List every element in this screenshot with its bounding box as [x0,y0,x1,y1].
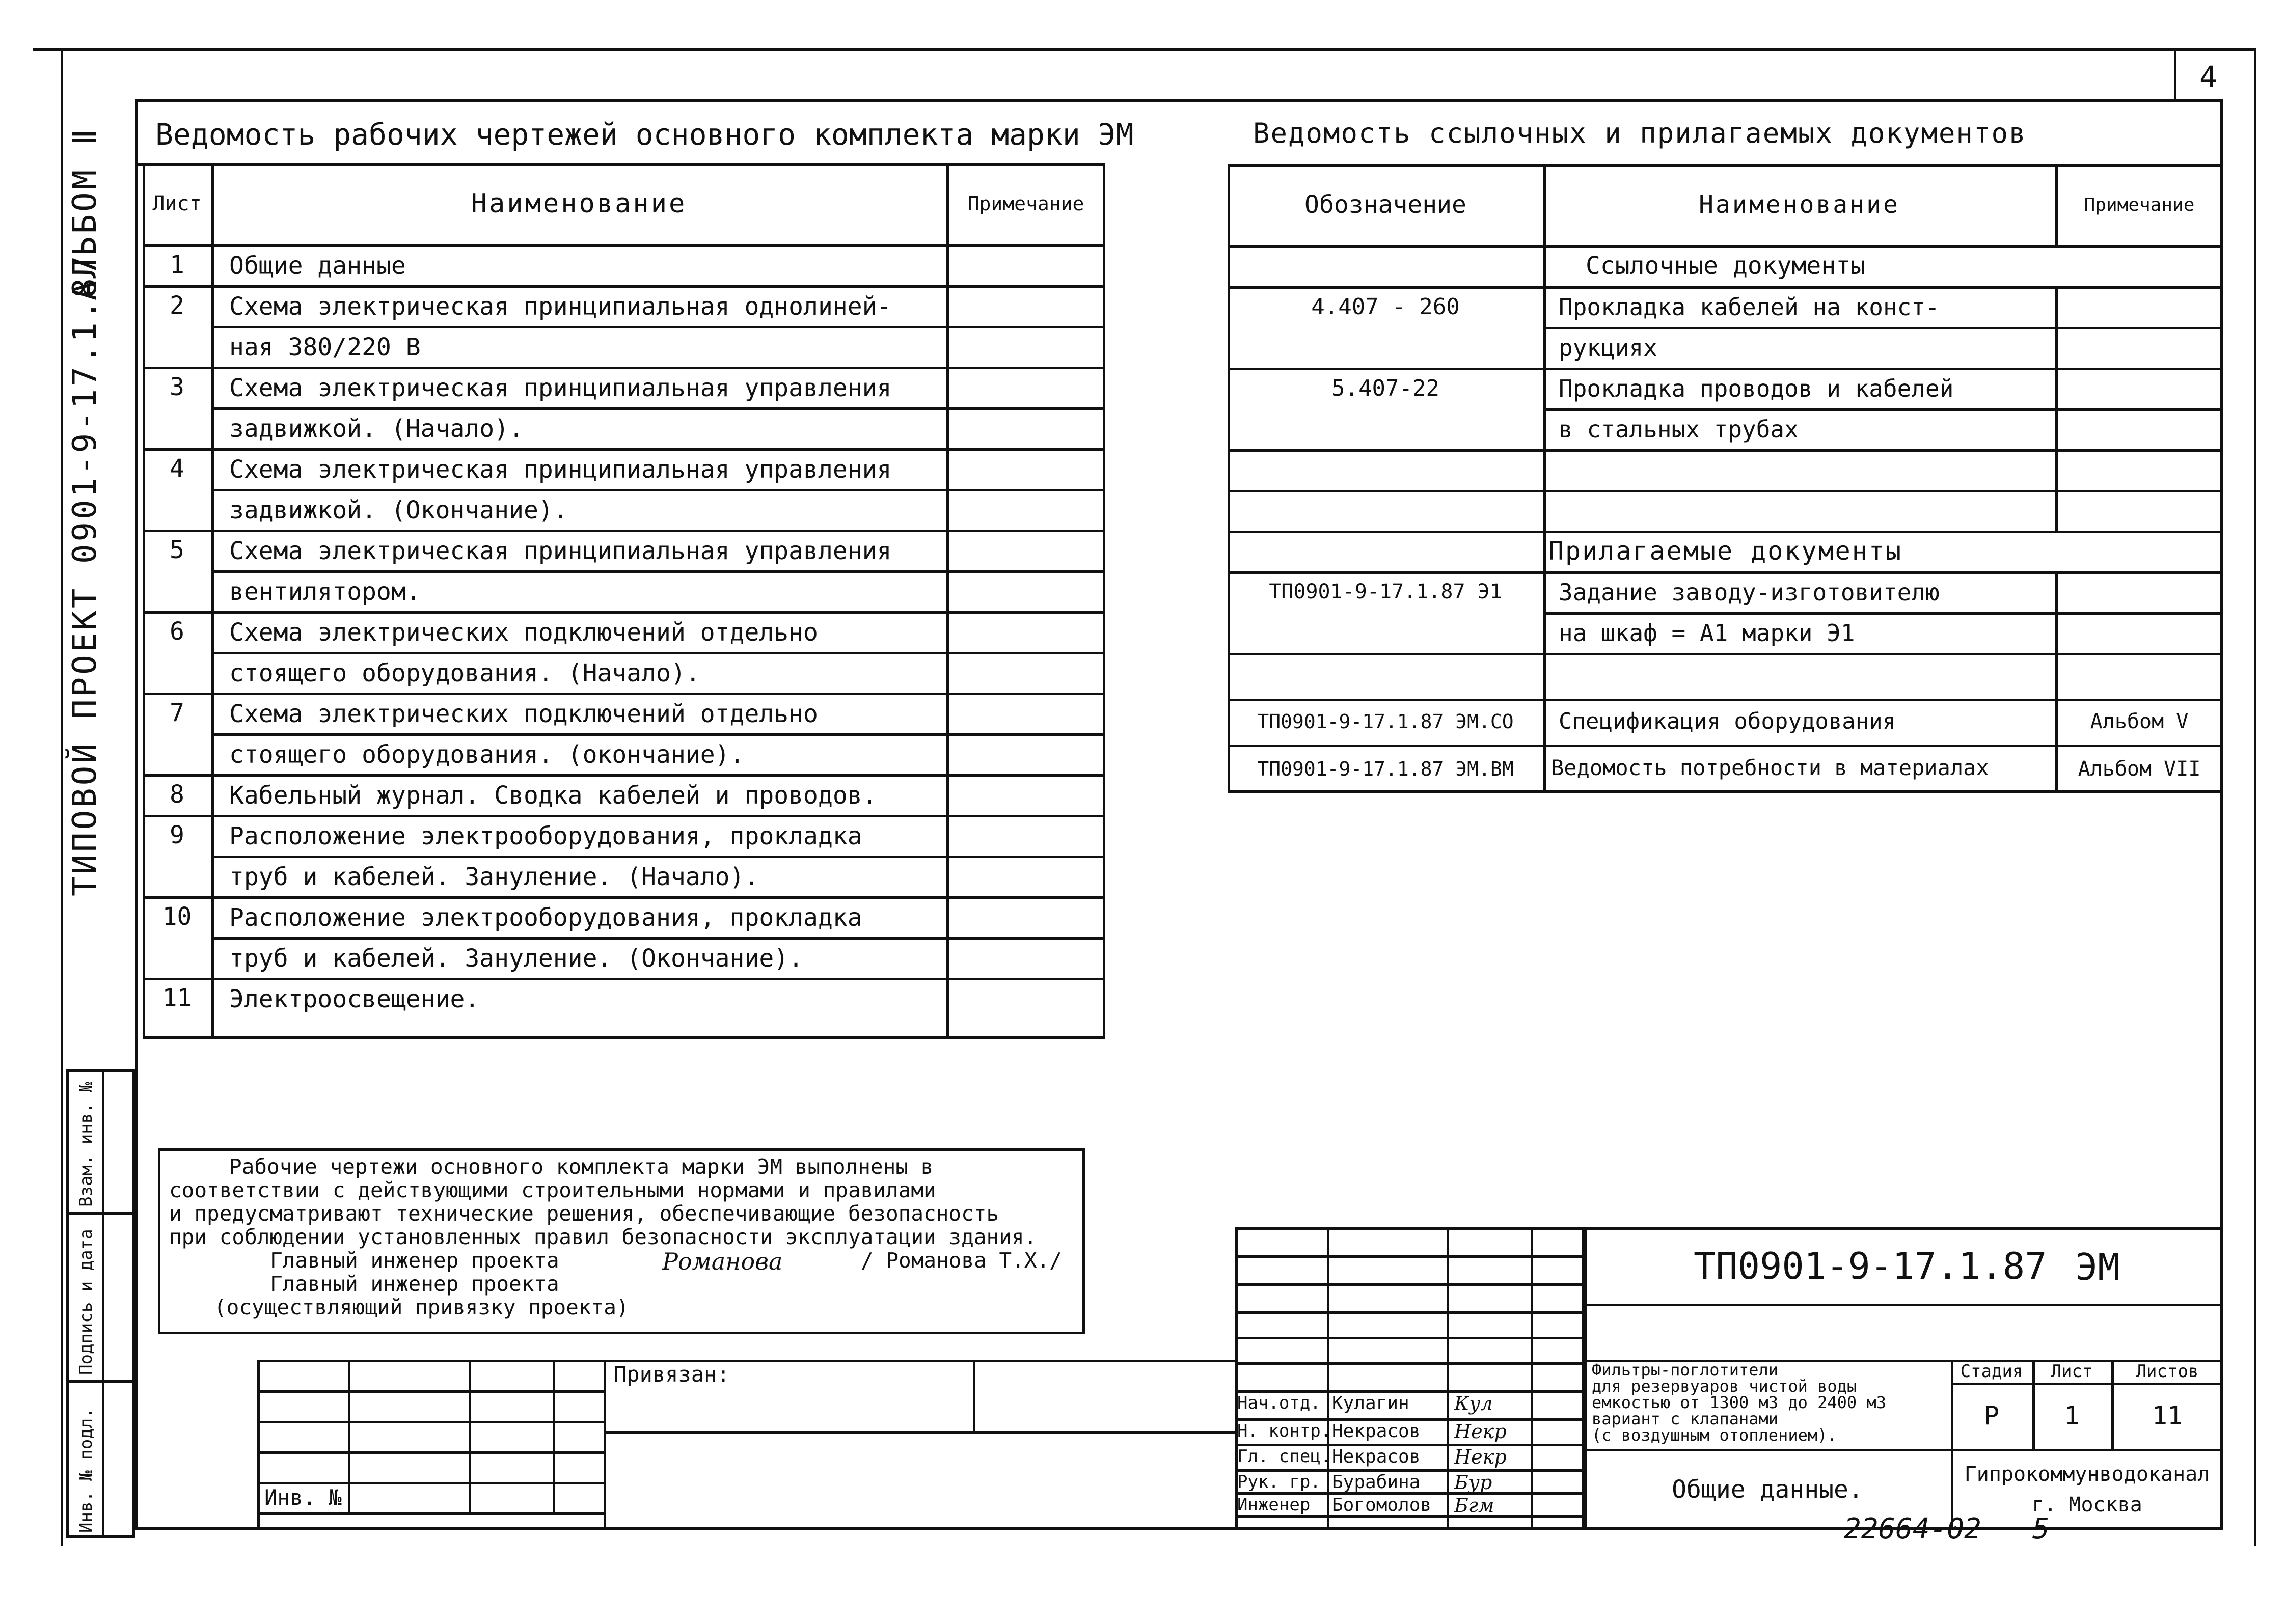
title-code: ТП0901-9-17.1.87 [1694,1245,2047,1287]
page-number: 5 [2032,1512,2050,1546]
att-name-1a: Задание заводу-изготовителю [1559,579,1940,606]
row-number: 9 [170,821,184,849]
att-designation-2: ТП0901-9-17.1.87 ЭМ.СО [1257,710,1514,733]
general-note-block [158,1148,1085,1334]
stage-label: Стадия [1960,1361,2023,1382]
row-name: Схема электрических подключений отдельно [229,700,818,728]
signer-role: Инженер [1237,1495,1311,1515]
chief-engineer-note: (осуществляющий привязку проекта) [214,1295,629,1319]
ref-name-2b: в стальных трубах [1559,416,1799,443]
title-mark: ЭМ [2076,1246,2120,1288]
section-attached-docs: Прилагаемые документы [1548,536,1903,566]
row-name-cont: труб и кабелей. Зануление. (Окончание). [229,944,804,973]
signer-role: Рук. гр. [1237,1472,1321,1492]
tied-label: Привязан: [614,1362,730,1387]
row-number: 5 [170,536,184,564]
margin-album: АЛЬБОМ Ⅱ [66,126,104,300]
chief-engineer-label: Главный инженер проекта [270,1248,559,1273]
right-table-title: Ведомость ссылочных и прилагаемых документов [1253,117,2027,149]
signer-name: Некрасов [1332,1446,1421,1467]
row-number: 2 [170,291,184,320]
left-table-title: Ведомость рабочих чертежей основного комплекта марки ЭМ [155,117,1134,152]
header-sheet: Лист [152,192,202,215]
row-name: Кабельный журнал. Сводка кабелей и проводов. [229,781,877,810]
sheet-value: 1 [2064,1401,2080,1430]
margin-project-code: ТИПОВОЙ ПРОЕКТ 0901-9-17.1.87 [66,253,104,896]
note-line-4: при соблюдении установленных правил безопасности эксплуатации здания. [169,1225,1037,1249]
stamp-inv-label: Инв. № подл. [76,1408,96,1533]
inv-label: Инв. № [264,1485,342,1510]
signer-signature: Некр [1454,1420,1507,1443]
ref-name-2a: Прокладка проводов и кабелей [1559,375,1954,402]
chief-signature: Романова [662,1248,783,1275]
title-desc-5: (с воздушным отоплением). [1592,1425,1837,1445]
ref-name-1b: рукциях [1559,334,1657,362]
stage-value: Р [1983,1401,2000,1430]
doc-name: Общие данные. [1672,1475,1863,1504]
sheet-label: Лист [2051,1361,2093,1382]
section-reference-docs: Ссылочные документы [1585,252,1866,280]
row-name: Общие данные [229,252,406,280]
ref-name-1a: Прокладка кабелей на конст- [1559,293,1940,321]
chief-engineer-name: / Романова Т.Х./ [861,1248,1062,1273]
row-number: 10 [162,902,192,931]
title-desc-2: для резервуаров чистой воды [1592,1377,1857,1396]
stamp-replace-label: Взам. инв. № [76,1082,96,1207]
stamp-signature-label: Подпись и дата [76,1229,96,1375]
att-designation-3: ТП0901-9-17.1.87 ЭМ.ВМ [1257,757,1514,780]
title-desc-4: вариант с клапанами [1592,1409,1779,1428]
row-number: 8 [170,780,184,809]
row-number: 7 [170,699,184,727]
header-name-right: Наименование [1699,190,1900,219]
signer-role: Н. контр. [1237,1421,1331,1441]
signer-signature: Кул [1454,1392,1493,1415]
att-name-1b: на шкаф = А1 марки Э1 [1559,619,1855,647]
row-name-cont: задвижкой. (Начало). [229,415,524,443]
signer-signature: Бур [1454,1471,1492,1494]
title-block [1235,1227,2223,1530]
row-name: Схема электрических подключений отдельно [229,618,818,647]
row-number: 11 [162,984,192,1012]
binding-block [257,1360,1235,1530]
signer-name: Бурабина [1332,1472,1421,1493]
header-note-right: Примечание [2084,194,2195,215]
organization: Гипрокоммунводоканал [1964,1463,2210,1486]
note-line-1: Рабочие чертежи основного комплекта марки ЭМ выполнены в [229,1154,934,1179]
signer-role: Гл. спец. [1237,1446,1331,1467]
sheets-value: 11 [2152,1401,2183,1430]
row-name: Электроосвещение. [229,985,480,1013]
row-name-cont: задвижкой. (Окончание). [229,496,568,525]
signer-name: Кулагин [1332,1393,1409,1414]
title-desc-1: Фильтры-поглотители [1592,1360,1779,1380]
header-designation: Обозначение [1304,190,1466,219]
header-note: Примечание [967,192,1084,215]
row-name-cont: стоящего оборудования. (окончание). [229,740,745,769]
row-name-cont: ная 380/220 В [229,333,421,362]
sheet-corner-number: 4 [2199,60,2217,94]
drawings-list-table [143,163,1105,1039]
row-name: Схема электрическая принципиальная однолиней- [229,292,892,321]
header-name: Наименование [471,188,687,219]
row-name: Схема электрическая принципиальная управления [229,374,892,402]
signer-signature: Бгм [1454,1494,1494,1517]
signer-signature: Некр [1454,1446,1507,1468]
row-number: 1 [170,251,184,279]
row-name-cont: стоящего оборудования. (Начало). [229,659,700,687]
ref-designation-2: 5.407-22 [1331,375,1439,401]
signer-name: Богомолов [1332,1495,1432,1516]
row-number: 6 [170,617,184,646]
sheets-label: Листов [2136,1361,2199,1382]
organization-city: г. Москва [2032,1493,2142,1517]
note-line-2: соответствии с действующими строительными нормами и правилами [169,1178,936,1202]
signer-name: Некрасов [1332,1421,1421,1442]
documents-table [1228,164,2223,793]
row-name: Схема электрическая принципиальная управления [229,537,892,565]
row-name: Расположение электрооборудования, прокладка [229,903,862,932]
att-name-2: Спецификация оборудования [1559,708,1896,734]
row-name-cont: вентилятором. [229,577,421,606]
signer-role: Нач.отд. [1237,1393,1321,1413]
row-name: Расположение электрооборудования, прокладка [229,822,862,850]
att-designation-1: ТП0901-9-17.1.87 Э1 [1269,580,1502,603]
row-number: 4 [170,454,184,483]
ref-designation-1: 4.407 - 260 [1311,293,1460,320]
row-name-cont: труб и кабелей. Зануление. (Начало). [229,863,759,891]
chief-engineer-label-2: Главный инженер проекта [270,1272,559,1296]
att-note-2: Альбом V [2090,710,2189,733]
att-name-3: Ведомость потребности в материалах [1551,755,1989,780]
title-desc-3: емкостью от 1300 м3 до 2400 м3 [1592,1393,1886,1412]
row-number: 3 [170,373,184,401]
note-line-3: и предусматривают технические решения, обеспечивающие безопасность [169,1201,999,1226]
att-note-3: Альбом VII [2078,757,2201,781]
row-name: Схема электрическая принципиальная управления [229,455,892,484]
archive-number: 22664-02 [1844,1512,1981,1546]
